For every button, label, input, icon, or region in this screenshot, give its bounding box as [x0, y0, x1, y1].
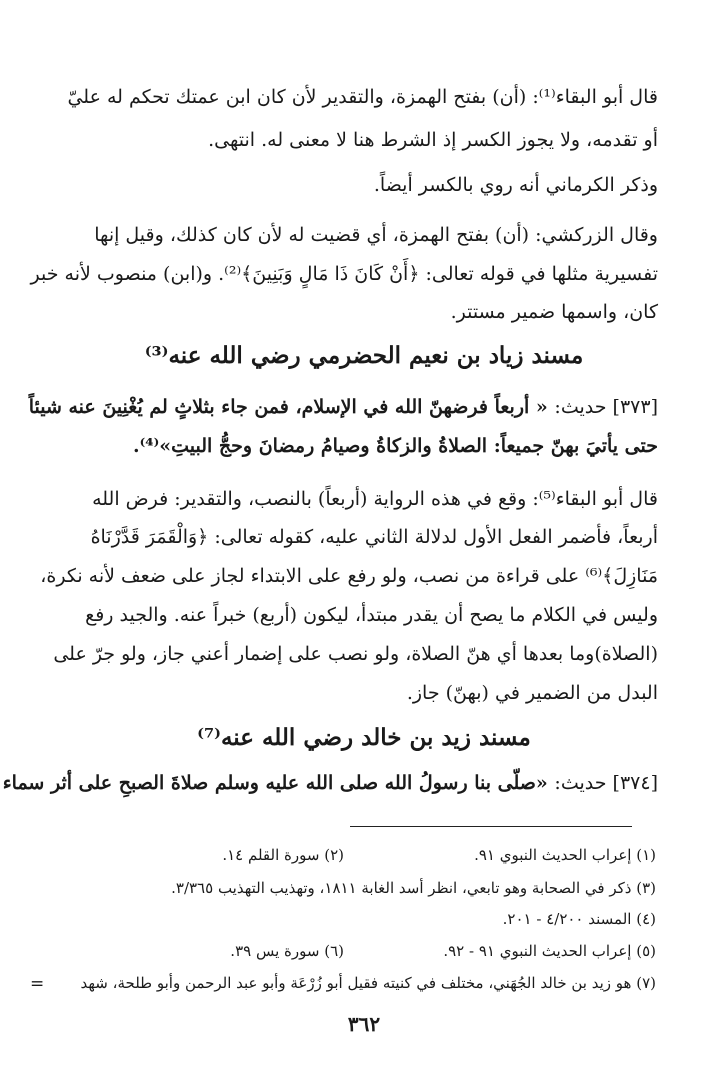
footnote: (١) إعراب الحديث النبوي ٩١.: [474, 846, 656, 864]
hadith-line: [28, 392, 658, 422]
body-line: وقال الزركشي: (أن) بفتح الهمزة، أي قضيت له لأن كان كذلك، وقيل إنها: [94, 224, 658, 246]
footnote: (٤) المسند ٤/٢٠٠ - ٢٠١.: [502, 910, 656, 928]
body-line: أو تقدمه، ولا يجوز الكسر إذ الشرط هنا لا معنى له. انتهى.: [208, 129, 658, 151]
hadith-text: « أربعاً فرضهنّ الله في الإسلام، فمن جاء بثلاثٍ لم يُغْنِينَ عنه شيئاً: [28, 396, 548, 418]
body-line: كان، واسمها ضمير مستتر.: [450, 301, 658, 323]
body-line: البدل من الضمير في (بهنّ) جاز.: [406, 682, 658, 704]
body-line: تفسيرية مثلها في قوله تعالى: ﴿أَنْ كَانَ ذَا مَالٍ وَبَنِينَ﴾⁽²⁾. و(ابن) منصوب لأنه خبر: [30, 263, 658, 285]
section-heading: مسند زيد بن خالد رضي الله عنه⁽⁷⁾: [197, 724, 531, 751]
body-line: (الصلاة)وما بعدها أي هنّ الصلاة، ولو نصب على إضمار أعني جاز، ولو جرّ على: [53, 643, 658, 665]
body-line: مَنَازِلَ﴾⁽⁶⁾ على قراءة من نصب، ولو رفع على الابتداء لجاز على ضعف لأنه نكرة،: [40, 565, 658, 587]
hadith-line: [2, 768, 658, 798]
footnote: (٥) إعراب الحديث النبوي ٩١ - ٩٢.: [443, 942, 656, 960]
footnote: (٣) ذكر في الصحابة وهو تابعي، انظر أسد الغابة ١٨١١، وتهذيب التهذيب ٣/٣٦٥.: [171, 879, 656, 897]
continuation-mark: =: [30, 974, 45, 994]
footnote: (٧) هو زيد بن خالد الجُهَني، مختلف في كنيته فقيل أبو زُرْعَة وأبو عبد الرحمن وأبو طلحة، شهد: [80, 974, 656, 992]
body-line: وذكر الكرماني أنه روي بالكسر أيضاً.: [373, 174, 658, 196]
section-heading: مسند زياد بن نعيم الحضرمي رضي الله عنه⁽³⁾: [144, 342, 584, 369]
page-number: ٣٦٢: [347, 1012, 381, 1036]
footnote: (٦) سورة يس ٣٩.: [230, 942, 344, 960]
body-line: قال أبو البقاء⁽⁵⁾: وقع في هذه الرواية (أربعاً) بالنصب، والتقدير: فرض الله: [92, 488, 658, 510]
body-line: وليس في الكلام ما يصح أن يقدر مبتدأ، ليكون (أربع) خبراً عنه. والجيد رفع: [85, 604, 658, 626]
body-line: أربعاً، فأضمر الفعل الأول لدلالة الثاني عليه، كقوله تعالى: ﴿وَالْقَمَرَ قَدَّرْنَاهُ: [90, 526, 658, 548]
body-line: قال أبو البقاء⁽¹⁾: (أن) بفتح الهمزة، والتقدير لأن كان ابن عمتك تحكم له عليّ: [67, 86, 658, 108]
hadith-number: [٣٧٣] حديث:: [554, 396, 658, 418]
hadith-line: حتى يأتيَ بهنّ جميعاً: الصلاةُ والزكاةُ وصيامُ رمضانَ وحجُّ البيتِ»⁽⁴⁾.: [132, 435, 658, 457]
hadith-text: «صلّى بنا رسولُ الله صلى الله عليه وسلم صلاةَ الصبحِ على أثر سماء: [2, 772, 548, 794]
footnote: (٢) سورة القلم ١٤.: [222, 846, 344, 864]
hadith-number: [٣٧٤] حديث:: [554, 772, 658, 794]
footnote-divider: [350, 826, 632, 827]
